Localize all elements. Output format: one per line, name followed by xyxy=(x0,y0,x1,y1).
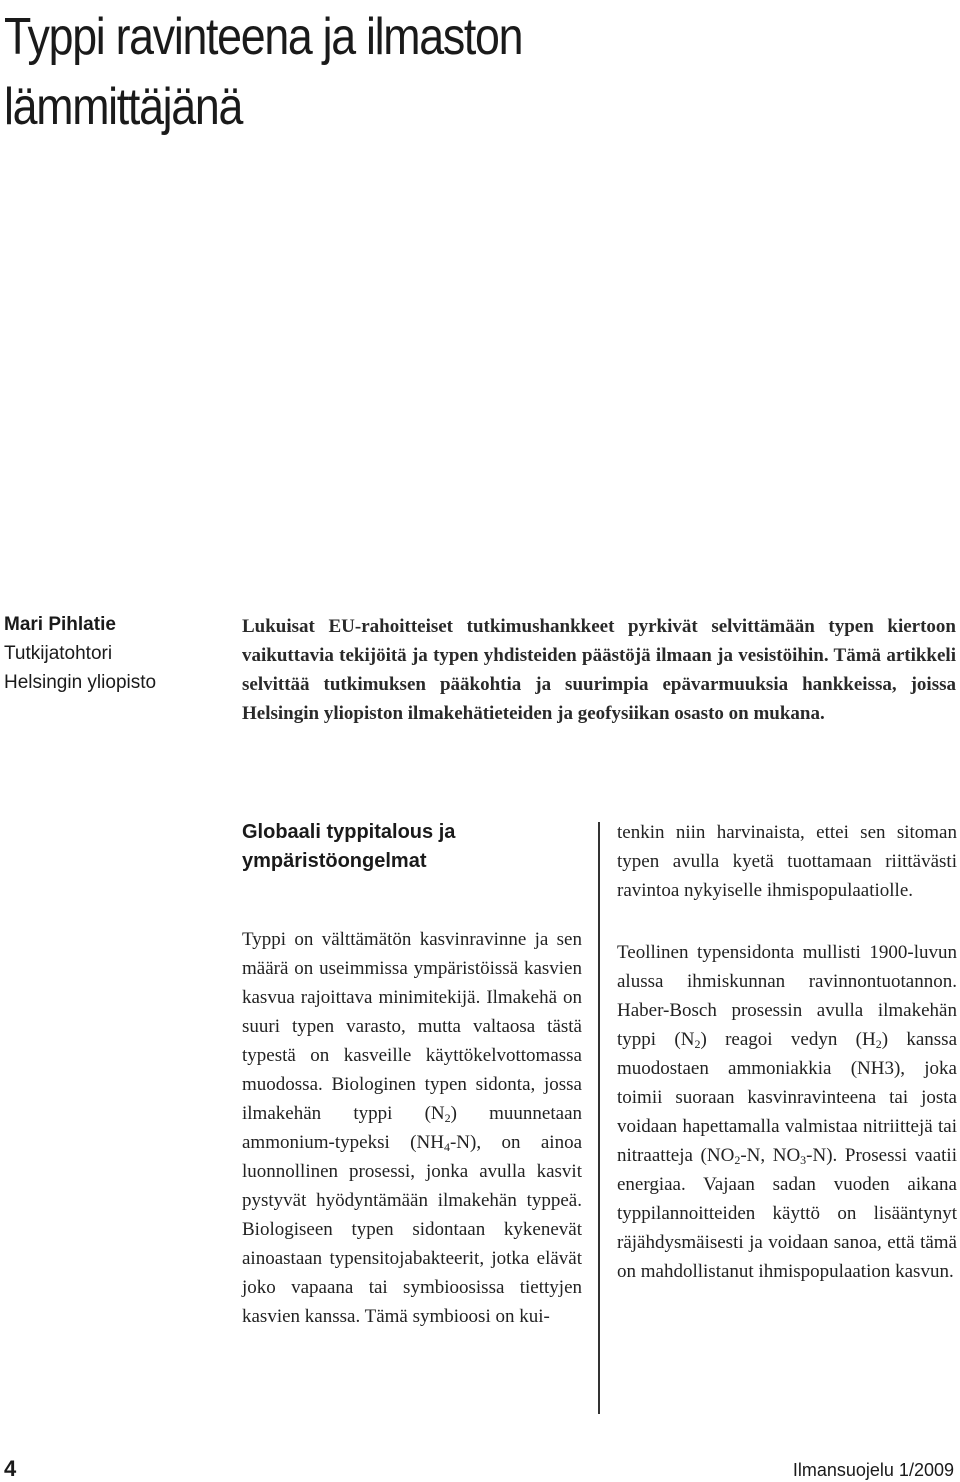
page-number: 4 xyxy=(4,1456,17,1481)
body-paragraph: tenkin niin harvinaista, ettei sen sitoman typen avulla kyetä tuottamaan riittävästi ravintoa nykyiselle ihmispopulaatiolle. xyxy=(617,822,957,901)
section-heading xyxy=(242,818,562,876)
subscript: 4 xyxy=(443,1140,450,1154)
body-paragraph xyxy=(617,938,957,1286)
body-text: -N), on ainoa luonnollinen prosessi, jonka avulla kasvit pystyvät hyödyntämään ilmakehän typpeä. Biologiseen typen sidontaan kykenevät ainoastaan typensitojabakteerit, jotka elävät joko vapaana tai symbioosissa tiettyjen kasvien kanssa. Tämä symbioosi on kui- xyxy=(242,1132,582,1327)
body-text: ) muunnetaan ammonium-typeksi (NH xyxy=(242,1103,582,1153)
subscript: 2 xyxy=(875,1037,882,1051)
title-line-1: Typpi ravinteena ja ilmaston xyxy=(4,8,523,66)
author-block xyxy=(4,610,204,697)
body-text: Teollinen typensidonta mullisti 1900-luvun alussa ihmiskunnan ravinnontuotannon. Haber-Bosch prosessin avulla ilmakehän typpi (N xyxy=(617,942,957,1050)
author-position: Tutkijatohtori xyxy=(4,643,113,664)
body-text: Typpi on välttämätön kasvinravinne ja sen määrä on useimmissa ympäristöissä kasvien kasvua rajoittava minimitekijä. Ilmakehä on suuri typen varasto, mutta valtaosa tästä typestä on kasveille käyttökelvottomassa muodossa. Biologinen typen sidonta, jossa ilmakehän typpi (N xyxy=(242,929,582,1124)
publication-footer: Ilmansuojelu 1/2009 xyxy=(792,1460,954,1480)
subscript: 2 xyxy=(694,1037,701,1051)
body-text: ) kanssa muodostaen ammoniakkia (NH3), joka toimii suoraan kasvinravinteena tai josta voidaan hapettamalla valmistaa nitriittejä tai nitraatteja (NO xyxy=(617,1029,958,1166)
body-paragraph xyxy=(242,925,582,1331)
title-line-2: lämmittäjänä xyxy=(4,78,243,136)
text-column-right xyxy=(617,818,957,1286)
text-column-left xyxy=(242,925,582,1331)
author-affiliation: Helsingin yliopisto xyxy=(4,672,157,693)
body-text: -N, NO xyxy=(740,1145,801,1166)
article-title xyxy=(4,2,778,142)
subscript: 3 xyxy=(800,1153,807,1167)
body-text: -N). Prosessi vaatii energiaa. Vajaan sadan vuoden aikana typpilannoitteiden käyttö on lisääntynyt räjähdysmäisesti ja voidaan sanoa, että tämä on mahdollistanut ihmispopulaation kasvun. xyxy=(617,1145,957,1282)
lead-paragraph: Lukuisat EU-rahoitteiset tutkimushankkeet pyrkivät selvittämään typen kiertoon vaikuttavia tekijöitä ja typen yhdisteiden päästöjä ilmaan ja vesistöihin. Tämä artikkeli selvittää tutkimuksen pääkohtia ja suurimpia epävarmuuksia hankkeissa, joissa Helsingin yliopiston ilmakehätieteiden ja geofysiikan osasto on mukana. xyxy=(242,616,956,724)
subscript: 2 xyxy=(734,1153,741,1167)
column-divider xyxy=(598,822,600,1414)
author-name: Mari Pihlatie xyxy=(4,614,116,635)
body-text: ) reagoi vedyn (H xyxy=(700,1029,876,1050)
section-heading-line-1: Globaali typpitalous ja xyxy=(242,821,456,843)
subscript: 2 xyxy=(444,1111,451,1125)
section-heading-line-2: ympäristöongelmat xyxy=(242,850,427,872)
